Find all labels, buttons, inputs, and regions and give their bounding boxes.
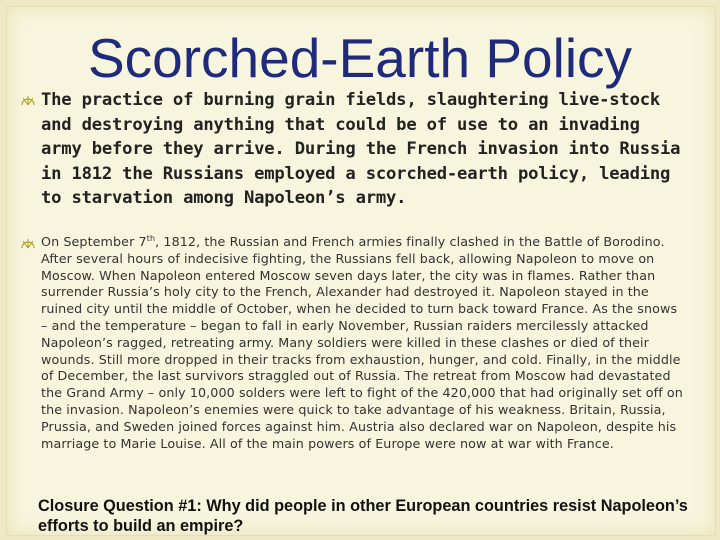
sunburst-bullet-icon xyxy=(20,93,36,107)
bullet-text-definition: The practice of burning grain fields, slaughtering live-stock and destroying anything that could be of use to an invading army before they arrive. During the French invasion into Russia in 1812 the Russians employed a scorched-earth policy, leading to starvation among Napoleon’s army. xyxy=(41,90,681,208)
closure-question: Closure Question #1: Why did people in other European countries resist Napoleon’s efforts to build an empire? xyxy=(38,497,688,535)
superscript-th: th xyxy=(146,233,156,243)
slide-title: Scorched-Earth Policy xyxy=(87,27,633,89)
borodino-text-start: On September 7 xyxy=(41,234,147,249)
sunburst-bullet-icon xyxy=(20,236,36,250)
bullet-text-borodino xyxy=(41,234,686,452)
borodino-text-rest: , 1812, the Russian and French armies finally clashed in the Battle of Borodino. After several hours of indecisive fighting, the Russians fell back, allowing Napoleon to move on Moscow. When Napoleon entered Moscow seven days later, the city was in flames. Rather than surrender Russia’s holy city to the French, Alexander had destroyed it. Napoleon stayed in the ruined city until the middle of October, when he decided to turn back toward France. As the snows – and the temperature – began to fall in early November, Russian raiders mercilessly attacked Napoleon’s ragged, retreating army. Many soldiers were killed in these clashes or died of their wounds. Still more dropped in their tracks from exhaustion, hunger, and cold. Finally, in the middle of December, the last survivors straggled out of Russia. The retreat from Moscow had devastated the Grand Army – only 10,000 solders were left to fight of the 420,000 that had originally set off on the invasion. Napoleon’s enemies were quick to take advantage of his weakness. Britain, Russia, Prussia, and Sweden joined forces against him. Austria also declared war on Napoleon, despite his marriage to Marie Louise. All of the main powers of Europe were now at war with France. xyxy=(41,234,683,451)
